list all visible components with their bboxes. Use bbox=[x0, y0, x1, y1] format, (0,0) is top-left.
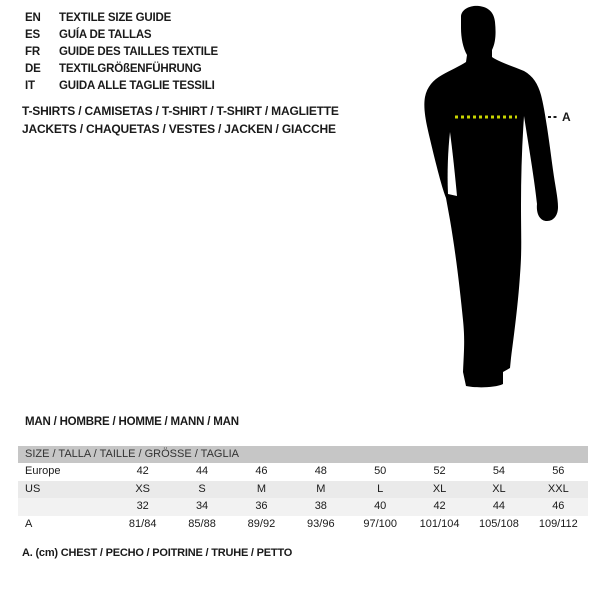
man-silhouette-shape bbox=[424, 6, 558, 387]
size-value: 38 bbox=[314, 500, 327, 512]
row-label: US bbox=[25, 482, 41, 495]
language-list bbox=[25, 10, 218, 95]
jackets-category-line: JACKETS / CHAQUETAS / VESTES / JACKEN / GIACCHE bbox=[22, 122, 336, 136]
size-value: 56 bbox=[552, 465, 565, 477]
size-value: 101/104 bbox=[419, 517, 460, 530]
table-row-us-numeric bbox=[18, 498, 588, 516]
list-item bbox=[25, 27, 218, 44]
table-header: SIZE / TALLA / TAILLE / GRÖSSE / TAGLIA bbox=[18, 446, 588, 463]
size-value: 32 bbox=[136, 500, 149, 512]
language-label: TEXTILGRÖßENFÜHRUNG bbox=[59, 63, 202, 75]
size-value: 81/84 bbox=[128, 517, 157, 530]
size-value: 44 bbox=[195, 465, 209, 477]
language-code: EN bbox=[25, 12, 41, 24]
row-label: A bbox=[25, 517, 33, 530]
size-value: 105/108 bbox=[479, 517, 519, 530]
size-value: 109/112 bbox=[538, 517, 578, 530]
size-value: 93/96 bbox=[307, 517, 335, 530]
list-item bbox=[25, 61, 218, 78]
size-value: 42 bbox=[433, 500, 446, 512]
list-item bbox=[25, 10, 218, 27]
size-value: M bbox=[256, 482, 267, 495]
size-value: 52 bbox=[433, 465, 446, 477]
table-row-us bbox=[18, 481, 588, 499]
measurement-footnote: A. (cm) CHEST / PECHO / POITRINE / TRUHE / PETTO bbox=[22, 547, 293, 559]
row-label bbox=[18, 498, 113, 516]
size-value: L bbox=[377, 482, 384, 495]
man-silhouette-figure bbox=[400, 0, 600, 400]
size-value: S bbox=[198, 482, 206, 495]
language-code: FR bbox=[25, 46, 40, 58]
language-label: GUIDE DES TAILLES TEXTILE bbox=[59, 46, 218, 58]
tshirts-category-line: T-SHIRTS / CAMISETAS / T-SHIRT / T-SHIRT / MAGLIETTE bbox=[22, 104, 339, 118]
size-value: 50 bbox=[374, 465, 387, 477]
size-value: M bbox=[316, 482, 326, 495]
size-value: XS bbox=[135, 482, 151, 495]
size-value: 42 bbox=[136, 465, 149, 477]
size-value: 48 bbox=[314, 465, 327, 477]
size-value: XL bbox=[432, 482, 447, 495]
size-value: 54 bbox=[492, 465, 506, 477]
table-row-europe bbox=[18, 463, 588, 481]
list-item bbox=[25, 78, 218, 95]
table-row-chest-a bbox=[18, 516, 588, 534]
size-value: 46 bbox=[255, 465, 268, 477]
language-label: TEXTILE SIZE GUIDE bbox=[59, 12, 172, 24]
size-value: XL bbox=[492, 482, 506, 495]
measure-label-a: A bbox=[562, 110, 571, 124]
language-label: GUÍA DE TALLAS bbox=[59, 29, 152, 41]
size-value: XXL bbox=[547, 482, 569, 495]
list-item bbox=[25, 44, 218, 61]
size-value: 89/92 bbox=[247, 517, 276, 530]
garment-categories bbox=[22, 102, 339, 138]
section-title: MAN / HOMBRE / HOMME / MANN / MAN bbox=[25, 416, 239, 428]
man-silhouette-svg bbox=[400, 0, 600, 400]
size-table bbox=[18, 446, 588, 533]
language-code: ES bbox=[25, 29, 40, 41]
size-value: 34 bbox=[195, 500, 209, 512]
size-value: 44 bbox=[492, 500, 506, 512]
size-value: 46 bbox=[552, 500, 565, 512]
size-value: 97/100 bbox=[363, 517, 398, 530]
size-value: 85/88 bbox=[188, 517, 216, 530]
size-value: 40 bbox=[374, 500, 387, 512]
language-label: GUIDA ALLE TAGLIE TESSILI bbox=[59, 80, 215, 92]
language-code: DE bbox=[25, 63, 41, 75]
size-value: 36 bbox=[255, 500, 268, 512]
language-code: IT bbox=[25, 80, 35, 92]
row-label: Europe bbox=[25, 465, 61, 477]
